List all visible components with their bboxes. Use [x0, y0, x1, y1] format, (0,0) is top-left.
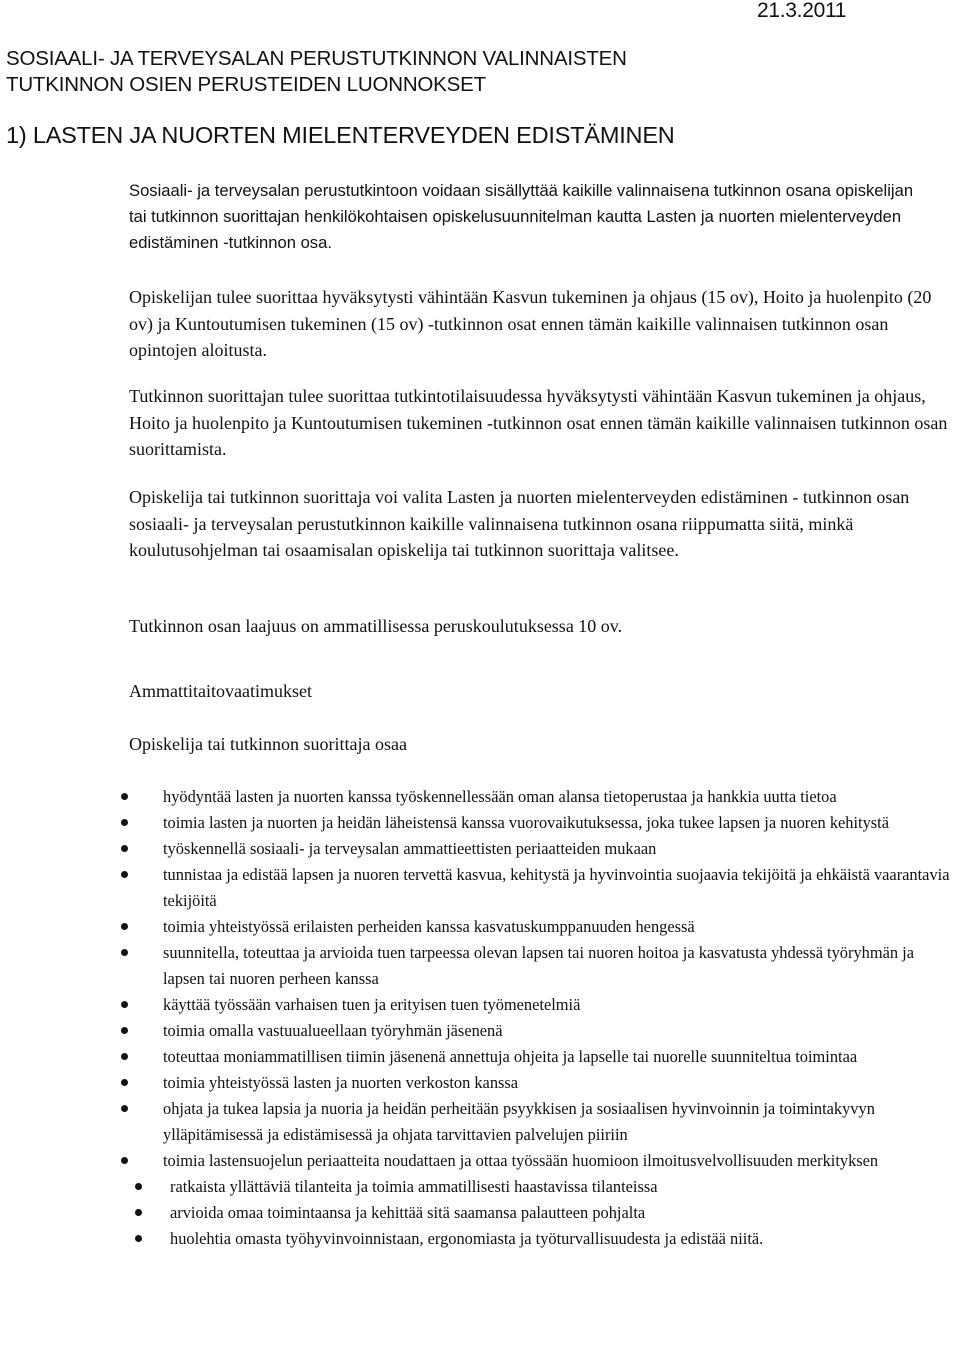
paragraph-prerequisites-student: Opiskelijan tulee suorittaa hyväksytysti vähintään Kasvun tukeminen ja ohjaus (15 ov), Hoito ja huolenpito (20 ov) ja Kuntoutumisen tukeminen (15 ov) -tutkinnon osat ennen tämän kaikille valinnaisen tutkinnon osan opintojen aloitusta.	[129, 287, 932, 360]
list-item-text: arvioida omaa toimintaansa ja kehittää sitä saamansa palautteen pohjalta	[170, 1203, 646, 1222]
list-item-text: tunnistaa ja edistää lapsen ja nuoren tervettä kasvua, kehitystä ja hyvinvointia suojaavia tekijöitä ja ehkäistä vaarantavia tekijöitä	[163, 865, 950, 910]
list-item	[0, 784, 960, 810]
list-item-text: toimia lastensuojelun periaatteita noudattaen ja ottaa työssään huomioon ilmoitusvelvollisuuden merkityksen	[163, 1151, 879, 1170]
bullet-icon	[121, 845, 128, 852]
subheading-competence-requirements: Ammattitaitovaatimukset	[129, 681, 312, 701]
bullet-icon	[121, 1001, 128, 1008]
bullet-icon	[121, 793, 128, 800]
document-title-line-1: SOSIAALI- JA TERVEYSALAN PERUSTUTKINNON VALINNAISTEN	[6, 47, 627, 70]
list-item	[0, 992, 960, 1018]
list-item-text: toimia yhteistyössä erilaisten perheiden kanssa kasvatuskumppanuuden hengessä	[163, 917, 695, 936]
list-item	[0, 940, 960, 992]
list-item	[0, 1044, 960, 1070]
list-item	[0, 1096, 960, 1148]
bullet-icon	[135, 1209, 142, 1216]
list-item	[0, 836, 960, 862]
list-item-text: toteuttaa moniammatillisen tiimin jäsenenä annettuja ohjeita ja lapselle tai nuorelle suunniteltua toimintaa	[163, 1047, 858, 1066]
list-item-text: ratkaista yllättäviä tilanteita ja toimia ammatillisesti haastavissa tilanteissa	[170, 1177, 658, 1196]
competence-list	[0, 784, 960, 1252]
bullet-icon	[121, 949, 128, 956]
bullet-icon	[121, 819, 128, 826]
bullet-icon	[121, 1027, 128, 1034]
list-item-text: toimia omalla vastuualueellaan työryhmän jäsenenä	[163, 1021, 503, 1040]
list-item-text: ohjata ja tukea lapsia ja nuoria ja heidän perheitään psyykkisen ja sosiaalisen hyvinvoinnin ja toimintakyvyn ylläpitämisessä ja edistämisessä ja ohjata tarvittavien palvelujen piiriin	[163, 1099, 875, 1144]
list-item	[0, 810, 960, 836]
list-item	[0, 1174, 960, 1200]
list-item	[0, 1148, 960, 1174]
list-item	[0, 1018, 960, 1044]
paragraph-scope: Tutkinnon osan laajuus on ammatillisessa peruskoulutuksessa 10 ov.	[129, 616, 623, 636]
list-item-text: käyttää työssään varhaisen tuen ja erityisen tuen työmenetelmiä	[163, 995, 581, 1014]
bullet-icon	[121, 871, 128, 878]
intro-paragraph: Sosiaali- ja terveysalan perustutkintoon voidaan sisällyttää kaikille valinnaisena tutkinnon osana opiskelijan tai tutkinnon suorittajan henkilökohtaisen opiskelusuunnitelman kautta Lasten ja nuorten mielenterveyden edistäminen -tutkinnon osa.	[129, 181, 914, 252]
list-item	[0, 1226, 960, 1252]
bullet-icon	[121, 1079, 128, 1086]
document-title-line-2: TUTKINNON OSIEN PERUSTEIDEN LUONNOKSET	[6, 73, 486, 96]
list-item-text: suunnitella, toteuttaa ja arvioida tuen tarpeessa olevan lapsen tai nuoren hoitoa ja kasvatusta yhdessä työryhmän ja lapsen tai nuoren perheen kanssa	[163, 943, 914, 988]
list-item	[0, 914, 960, 940]
bullet-icon	[121, 1157, 128, 1164]
list-item	[0, 862, 960, 914]
paragraph-selection: Opiskelija tai tutkinnon suorittaja voi valita Lasten ja nuorten mielenterveyden edistäminen - tutkinnon osan sosiaali- ja terveysalan perustutkinnon kaikille valinnaisena tutkinnon osana riippumatta siitä, minkä koulutusohjelman tai osaamisalan opiskelija tai tutkinnon suorittaja valitsee.	[129, 487, 910, 560]
bullet-icon	[121, 1105, 128, 1112]
list-item-text: huolehtia omasta työhyvinvoinnistaan, ergonomiasta ja työturvallisuudesta ja edistää niitä.	[170, 1229, 764, 1248]
section-title: 1) LASTEN JA NUORTEN MIELENTERVEYDEN EDISTÄMINEN	[6, 122, 675, 148]
list-item-text: hyödyntää lasten ja nuorten kanssa työskennellessään oman alansa tietoperustaa ja hankkia uutta tietoa	[163, 787, 837, 806]
bullet-icon	[135, 1183, 142, 1190]
document-date: 21.3.2011	[757, 0, 847, 22]
list-item-text: työskennellä sosiaali- ja terveysalan ammattieettisten periaatteiden mukaan	[163, 839, 657, 858]
paragraph-prerequisites-candidate: Tutkinnon suorittajan tulee suorittaa tutkintotilaisuudessa hyväksytysti vähintään Kasvun tukeminen ja ohjaus, Hoito ja huolenpito ja Kuntoutumisen tukeminen -tutkinnon osat ennen tämän kaikille valinnaisen tutkinnon osan suorittamista.	[129, 386, 948, 459]
list-intro: Opiskelija tai tutkinnon suorittaja osaa	[129, 734, 407, 754]
bullet-icon	[121, 923, 128, 930]
list-item	[0, 1200, 960, 1226]
document-title	[6, 46, 627, 98]
bullet-icon	[135, 1235, 142, 1242]
list-item-text: toimia yhteistyössä lasten ja nuorten verkoston kanssa	[163, 1073, 519, 1092]
list-item-text: toimia lasten ja nuorten ja heidän läheistensä kanssa vuorovaikutuksessa, joka tukee lapsen ja nuoren kehitystä	[163, 813, 889, 832]
list-item	[0, 1070, 960, 1096]
bullet-icon	[121, 1053, 128, 1060]
